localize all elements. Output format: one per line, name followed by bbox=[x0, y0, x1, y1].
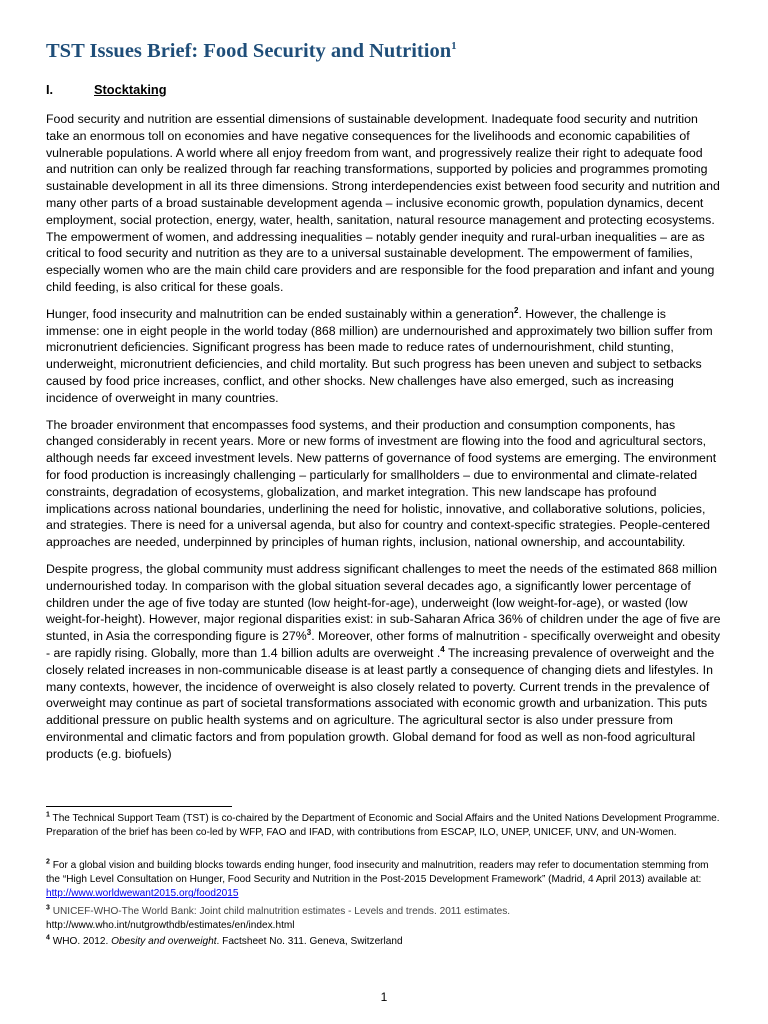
paragraph-1: Food security and nutrition are essential dimensions of sustainable development. Inadequate food security and nutrition take an enormous toll on economies and have negative consequences for the livelihoods and economic capabilities of vulnerable populations. A world where all enjoy freedom from want, and progressively realize their right to adequate food and nutrition can only be realized through far reaching transformations, supported by policies and programmes promoting sustainable development in all its three dimensions. Strong interdependencies exist between food security and nutrition and many other parts of a broad sustainable development agenda – inclusive economic growth, population dynamics, decent employment, social protection, energy, water, health, sanitation, natural resource management and protecting ecosystems. The empowerment of women, and addressing inequalities – notably gender inequity and rural-urban inequalities – are as critical to food security and nutrition as they are to a universal sustainable development. The empowerment of families, especially women who are the main child care providers and are responsible for the food preparation and infant and young child feeding, is also critical for these goals. bbox=[46, 112, 720, 294]
body-text bbox=[46, 111, 722, 772]
footnote-3 bbox=[46, 905, 722, 933]
footnote-separator bbox=[46, 806, 232, 807]
paragraph-2-text-a: Hunger, food insecurity and malnutrition can be ended sustainably within a generation bbox=[46, 306, 514, 321]
footnote-ref[interactable]: 2 bbox=[514, 305, 519, 315]
footnote-4-text-b: . Factsheet No. 311. Geneva, Switzerland bbox=[216, 936, 403, 947]
footnote-ref[interactable]: 1 bbox=[451, 40, 457, 53]
footnote-3-text: UNICEF-WHO-The World Bank: Joint child malnutrition estimates - Levels and trends. 2011 estimates. bbox=[49, 906, 511, 917]
paragraph-4-text-a: Despite progress, the global community must address significant challenges to meet the needs of the estimated 868 million undernourished today. In comparison with the global situation several decades ago, a significantly lower percentage of children under the age of five today are stunted (low height-for-age), underweight (low weight-for-age), or wasted (low weight-for-height). However, major regional disparities exist: in sub-Saharan Africa 36% of children under the age of five are stunted, in Asia the corresponding figure is 27% bbox=[46, 561, 721, 644]
footnote-1 bbox=[46, 812, 722, 840]
section-heading bbox=[46, 82, 167, 97]
footnote-4-text-a: WHO. 2012. bbox=[49, 936, 112, 947]
section-number: I. bbox=[46, 82, 54, 97]
paragraph-2 bbox=[46, 306, 722, 407]
paragraph-2-text-b: . However, the challenge is immense: one in eight people in the world today (868 million) are undernourished and approximately two billion suffer from micronutrient deficiencies. Significant progress has been made to reduce rates of undernourishment, child stunting, underweight, micronutrient deficiencies, and child mortality. But such progress has been uneven and subject to setbacks caused by food price increases, conflict, and other shocks. New challenges have also emerged, such as increasing incidence of overweight in many countries. bbox=[46, 306, 713, 405]
footnote-number: 2 bbox=[46, 858, 50, 866]
paragraph-4 bbox=[46, 561, 722, 763]
title-text: TST Issues Brief: Food Security and Nutrition bbox=[46, 40, 452, 62]
footnote-2 bbox=[46, 859, 722, 902]
paragraph-3: The broader environment that encompasses food systems, and their production and consumption components, has changed considerably in recent years. More or new forms of investment are flowing into the food and agricultural sectors, although needs far exceed investment levels. New patterns of governance of food systems are emerging. The environment for food production is increasingly challenging – particularly for smallholders – due to environmental and climate-related constraints, degradation of ecosystems, globalization, and market integration. This new landscape has profound implications across national boundaries, underlining the need for holistic, innovative, and collaborative solutions, policies, and strategies. There is need for a universal agenda, but also for country and context-specific strategies. People-centered approaches are needed, underpinned by principles of human rights, inclusion, national ownership, and accountability. bbox=[46, 417, 717, 550]
footnote-number: 4 bbox=[46, 934, 50, 942]
footnote-3-url: http://www.who.int/nutgrowthdb/estimates/en/index.html bbox=[46, 920, 295, 932]
page-number: 1 bbox=[380, 990, 388, 1004]
paragraph-4-text-b: . Moreover, other forms of malnutrition - specifically overweight and obesity - are rapidly rising. Globally, more than 1.4 billion adults are overweight . bbox=[46, 629, 721, 660]
footnote-number: 3 bbox=[46, 904, 50, 912]
paragraph-4-text-c: The increasing prevalence of overweight and the closely related increases in non-communicable disease is at least partly a consequence of changing diets and lifestyles. In many contexts, however, the incidence of overweight is also closely related to poverty. Current trends in the prevalence of overweight may continue as part of societal transformations associated with economic growth and urbanization. This puts additional pressure on public health systems and on agriculture. The agricultural sector is also under pressure from environmental and climatic factors and from population growth. Global demand for food as well as non-food agricultural products (e.g. biofuels) bbox=[46, 645, 715, 761]
section-label: Stocktaking bbox=[94, 82, 167, 97]
footnote-4 bbox=[46, 935, 722, 949]
footnote-ref[interactable]: 4 bbox=[440, 644, 445, 654]
footnote-2-text: For a global vision and building blocks towards ending hunger, food insecurity and malnutrition, readers may refer to documentation stemming from the “High Level Consultation on Hunger, Food Security and Nutrition in the Post-2015 Development Framework” (Madrid, 4 April 2013) available at: bbox=[46, 860, 709, 886]
footnote-number: 1 bbox=[46, 811, 50, 819]
footnote-2-link[interactable]: http://www.worldwewant2015.org/food2015 bbox=[46, 888, 239, 900]
footnote-4-title: Obesity and overweight bbox=[111, 936, 217, 947]
footnote-1-text: The Technical Support Team (TST) is co-chaired by the Department of Economic and Social Affairs and the United Nations Development Programme. Preparation of the brief has been co-led by WFP, FAO and IFAD, with contributions from ESCAP, ILO, UNEP, UNICEF, UNV, and UN-Women. bbox=[46, 813, 720, 839]
page-title bbox=[46, 40, 457, 63]
footnote-ref[interactable]: 3 bbox=[306, 628, 312, 637]
